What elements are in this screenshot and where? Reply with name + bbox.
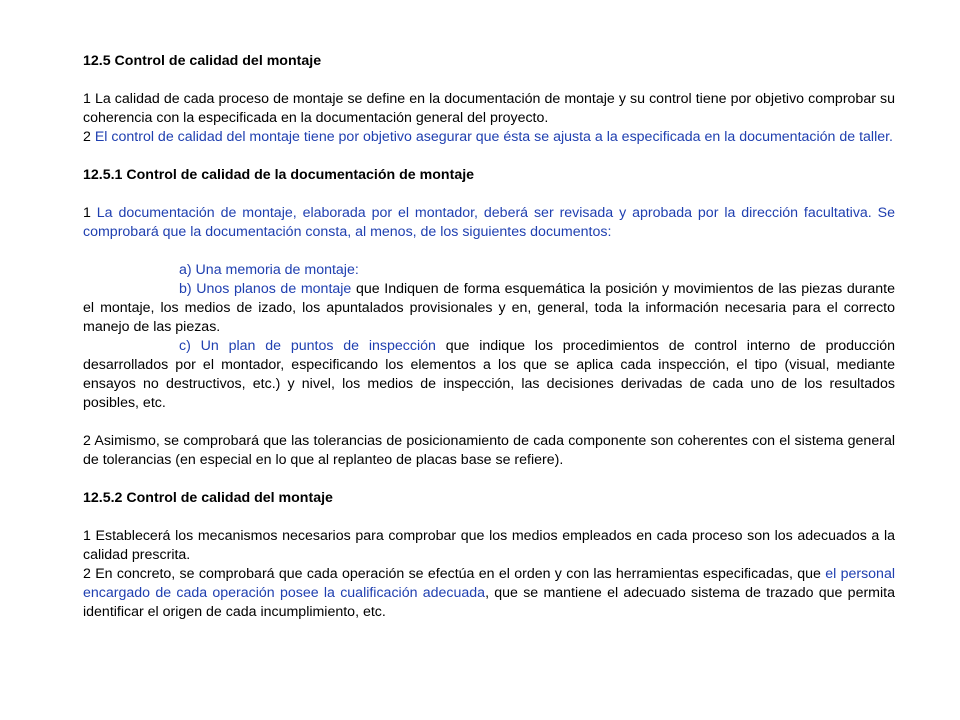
spacer	[83, 470, 895, 489]
section-12-5-paragraph-2	[83, 128, 895, 147]
spacer	[83, 147, 895, 166]
highlighted-text: La documentación de montaje, elaborada por el montador, deberá ser revisada y aprobada por la dirección facultativa. Se comprobará que la documentación consta, al menos, de los siguientes documentos:	[83, 205, 895, 240]
section-12-5-1-paragraph-2: 2 Asimismo, se comprobará que las tolerancias de posicionamiento de cada componente son coherentes con el sistema general de tolerancias (en especial en lo que al replanteo de placas base se refiere).	[83, 433, 895, 468]
section-12-5-2-paragraph-1: 1 Establecerá los mecanismos necesarios para comprobar que los medios empleados en cada proceso son los adecuados a la calidad prescrita.	[83, 528, 895, 563]
spacer	[83, 413, 895, 432]
paragraph-text-start: 2 En concreto, se comprobará que cada operación se efectúa en el orden y con las herramientas especificadas, que	[83, 566, 826, 582]
list-item-a-text: a) Una memoria de montaje:	[179, 262, 359, 278]
section-12-5-1-paragraph-1	[83, 204, 895, 242]
section-12-5-2-paragraph-2	[83, 565, 895, 622]
section-12-5-paragraph-1: 1 La calidad de cada proceso de montaje se define en la documentación de montaje y su control tiene por objetivo comprobar su coherencia con la especificada en la documentación general del proyecto.	[83, 91, 895, 126]
highlighted-text: el personal encargado de cada operación posee la cualificación adecuada	[83, 566, 895, 601]
document-page	[83, 52, 895, 622]
section-12-5-2-title: 12.5.2 Control de calidad del montaje	[83, 490, 333, 506]
paragraph-number: 2	[83, 129, 95, 145]
list-item-c-lead: c) Un plan de puntos de inspección	[179, 338, 436, 354]
list-item-a	[83, 261, 895, 280]
spacer	[83, 242, 895, 261]
paragraph-text-end: , que se mantiene el adecuado sistema de trazado que permita identificar el origen de cada incumplimiento, etc.	[83, 585, 895, 620]
list-item-b	[83, 280, 895, 337]
spacer	[83, 185, 895, 204]
list-item-b-rest: que Indiquen de forma esquemática la posición y movimientos de las piezas durante el montaje, los medios de izado, los apuntalados provisionales y en, general, toda la información necesaria para el correcto manejo de las piezas.	[83, 281, 895, 335]
paragraph-number: 1	[83, 205, 97, 221]
section-12-5-title: 12.5 Control de calidad del montaje	[83, 53, 322, 69]
list-item-c-rest: que indique los procedimientos de control interno de producción desarrollados por el montador, especificando los elementos a los que se aplica cada inspección, el tipo (visual, mediante ensayos no destructivos, etc.) y nivel, los medios de inspección, las decisiones derivadas de cada uno de los resultados posibles, etc.	[83, 338, 895, 411]
spacer	[83, 71, 895, 90]
section-12-5-1-title: 12.5.1 Control de calidad de la documentación de montaje	[83, 167, 475, 183]
list-item-b-lead: b) Unos planos de montaje	[179, 281, 352, 297]
spacer	[83, 508, 895, 527]
list-item-c	[83, 337, 895, 413]
highlighted-text: El control de calidad del montaje tiene por objetivo asegurar que ésta se ajusta a la especificada en la documentación de taller.	[94, 129, 894, 145]
